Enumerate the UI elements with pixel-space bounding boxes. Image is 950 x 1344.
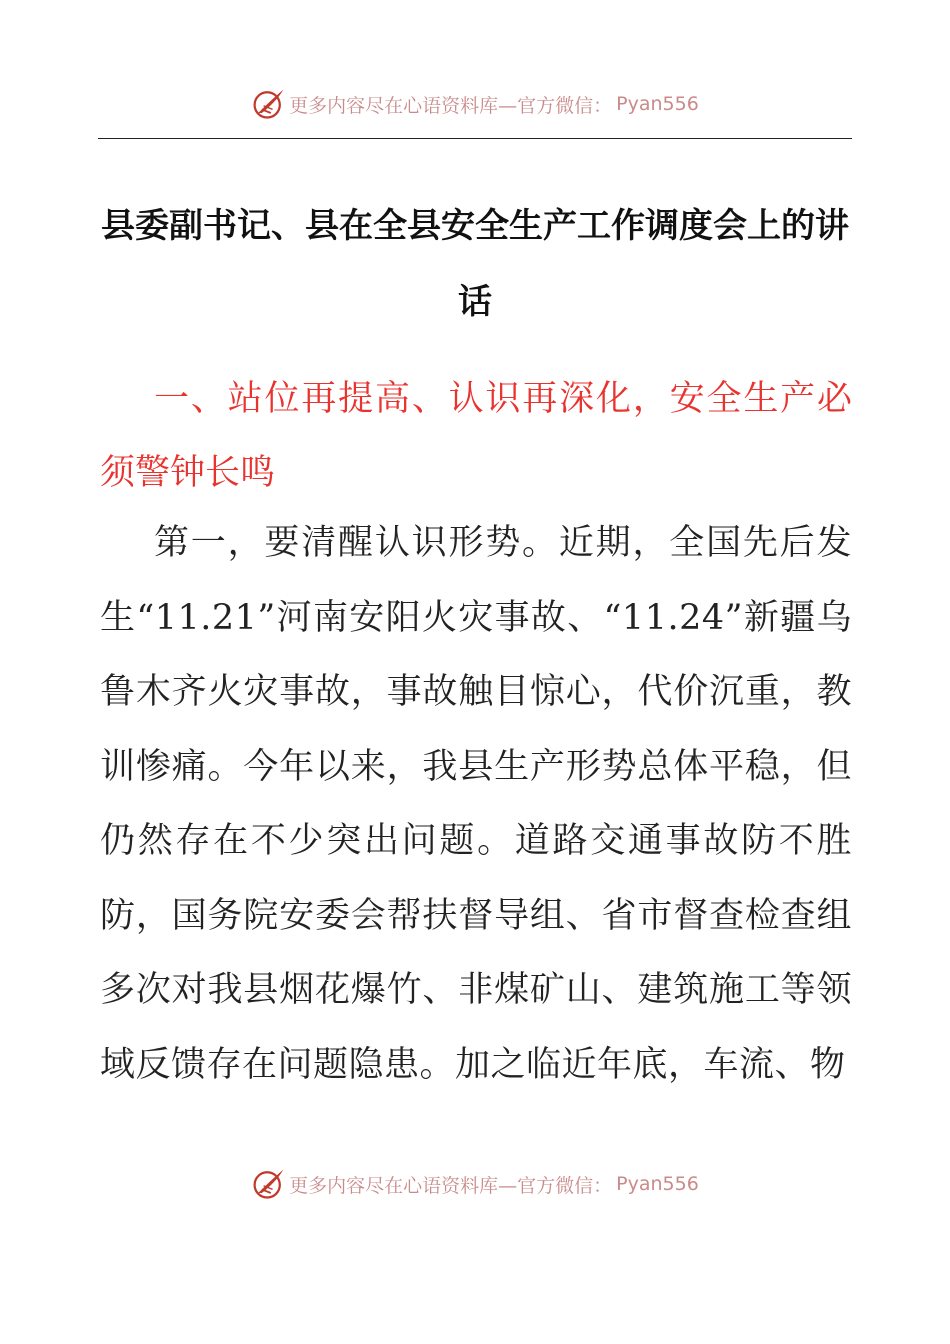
quill-logo-icon	[251, 1166, 287, 1202]
body-paragraph: 第一，要清醒认识形势。近期，全国先后发生“11.21”河南安阳火灾事故、“11.24”新疆乌鲁木齐火灾事故，事故触目惊心，代价沉重，教训惨痛。今年以来，我县生产形势总体平稳，但仍然存在不少突出问题。道路交通事故防不胜防，国务院安委会帮扶督导组、省市督查检查组多次对我县烟花爆竹、非煤矿山、建筑施工等领域反馈存在问题隐患。加之临近年底，车流、物	[100, 523, 852, 1085]
banner-text: 更多内容尽在心语资料库—官方微信：	[289, 1174, 613, 1197]
section-heading: 一、站位再提高、认识再深化，安全生产必须警钟长鸣	[100, 379, 852, 493]
header-banner	[0, 84, 950, 124]
banner-wechat-id: Pyan556	[616, 93, 699, 115]
footer-banner	[0, 1164, 950, 1204]
banner-text: 更多内容尽在心语资料库—官方微信：	[289, 94, 613, 117]
header-divider	[98, 138, 852, 139]
document-title: 县委副书记、县在全县安全生产工作调度会上的讲话	[101, 206, 849, 322]
quill-logo-icon	[251, 86, 287, 122]
banner-wechat-id: Pyan556	[616, 1173, 699, 1195]
